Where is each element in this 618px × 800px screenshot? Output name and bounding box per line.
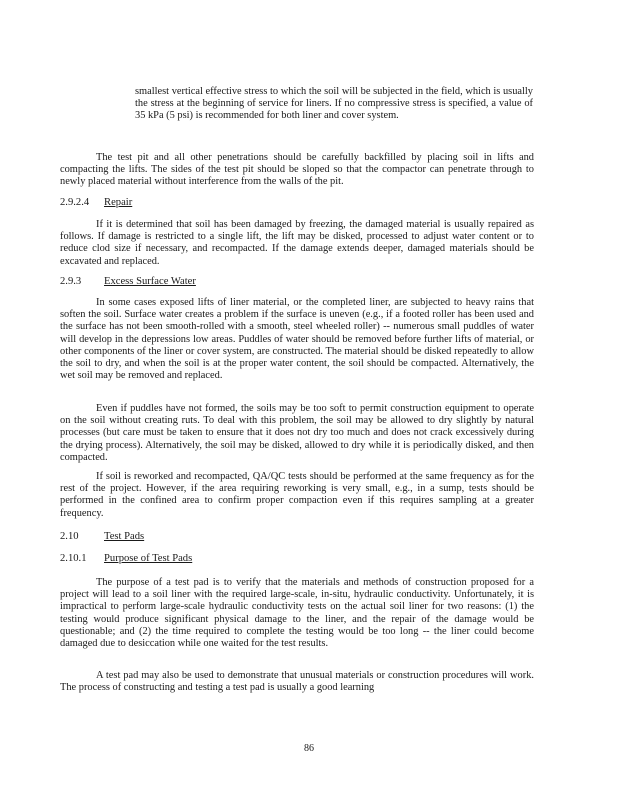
heading-excess-surface-water <box>60 276 196 288</box>
heading-repair <box>60 197 132 209</box>
paragraph-stress-continuation: smallest vertical effective stress to which the soil will be subjected in the field, which is usually the stress at the beginning of service for liners. If no compressive stress is specified, a value of 35 kPa (5 psi) is recommended for both liner and cover system. <box>135 86 533 122</box>
paragraph-excess-water-1: In some cases exposed lifts of liner material, or the completed liner, are subjected to heavy rains that soften the soil. Surface water creates a problem if the surface is uneven (e.g., if a footed roller has been used and the surface has not been smooth-rolled with a smooth, steel wheeled roller) -- numerous small puddles of water will develop in the depressions low areas. Puddles of water should be removed before further lifts of material, or other components of the liner or cover system, are constructed. The material should be disked repeatedly to allow the soil to dry, and when the soil is at the proper water content, the soil should be compacted. Alternatively, the wet soil may be removed and replaced. <box>60 297 534 382</box>
heading-title: Excess Surface Water <box>104 276 196 287</box>
heading-title: Test Pads <box>104 531 145 542</box>
page-number: 86 <box>304 743 314 754</box>
paragraph-purpose-2: A test pad may also be used to demonstrate that unusual materials or construction procedures will work. The process of constructing and testing a test pad is usually a good learning <box>60 670 534 694</box>
heading-title: Purpose of Test Pads <box>104 553 193 564</box>
paragraph-repair: If it is determined that soil has been damaged by freezing, the damaged material is usually repaired as follows. If damage is restricted to a single lift, the lift may be disked, processed to adjust water content or to reduce clod size if necessary, and recompacted. If the damage extends deeper, damaged materials should be excavated and replaced. <box>60 219 534 267</box>
paragraph-backfill: The test pit and all other penetrations should be carefully backfilled by placing soil in lifts and compacting the lifts. The sides of the test pit should be sloped so that the compactor can penetrate through to newly placed material without interference from the walls of the pit. <box>60 152 534 188</box>
heading-purpose-of-test-pads <box>60 553 192 565</box>
heading-test-pads <box>60 531 144 543</box>
paragraph-excess-water-3: If soil is reworked and recompacted, QA/QC tests should be performed at the same frequency as for the rest of the project. However, if the area requiring reworking is very small, e.g., in a sump, tests should be performed in the confined area to confirm proper compaction even if this requires sampling at a greater frequency. <box>60 471 534 519</box>
paragraph-purpose-1: The purpose of a test pad is to verify that the materials and methods of construction proposed for a project will lead to a soil liner with the required large-scale, in-situ, hydraulic conductivity. Unfortunately, it is impractical to perform large-scale hydraulic conductivity tests on the actual soil liner for two reasons: (1) the testing would produce significant physical damage to the liner, and the repair of the damage would be questionable; and (2) the time required to complete the testing would be too long -- the liner could become damaged due to desiccation while one waited for the test results. <box>60 577 534 650</box>
paragraph-excess-water-2: Even if puddles have not formed, the soils may be too soft to permit construction equipment to operate on the soil without creating ruts. To deal with this problem, the soil may be allowed to dry slightly by natural processes (but care must be taken to ensure that it does not dry too much and does not crack excessively during the drying process). Alternatively, the soil may be disked, allowed to dry while it is periodically disked, and then compacted. <box>60 403 534 463</box>
heading-number: 2.10 <box>60 531 79 542</box>
heading-number: 2.9.2.4 <box>60 197 90 208</box>
heading-title: Repair <box>104 197 133 208</box>
heading-number: 2.10.1 <box>60 553 87 564</box>
heading-number: 2.9.3 <box>60 276 82 287</box>
